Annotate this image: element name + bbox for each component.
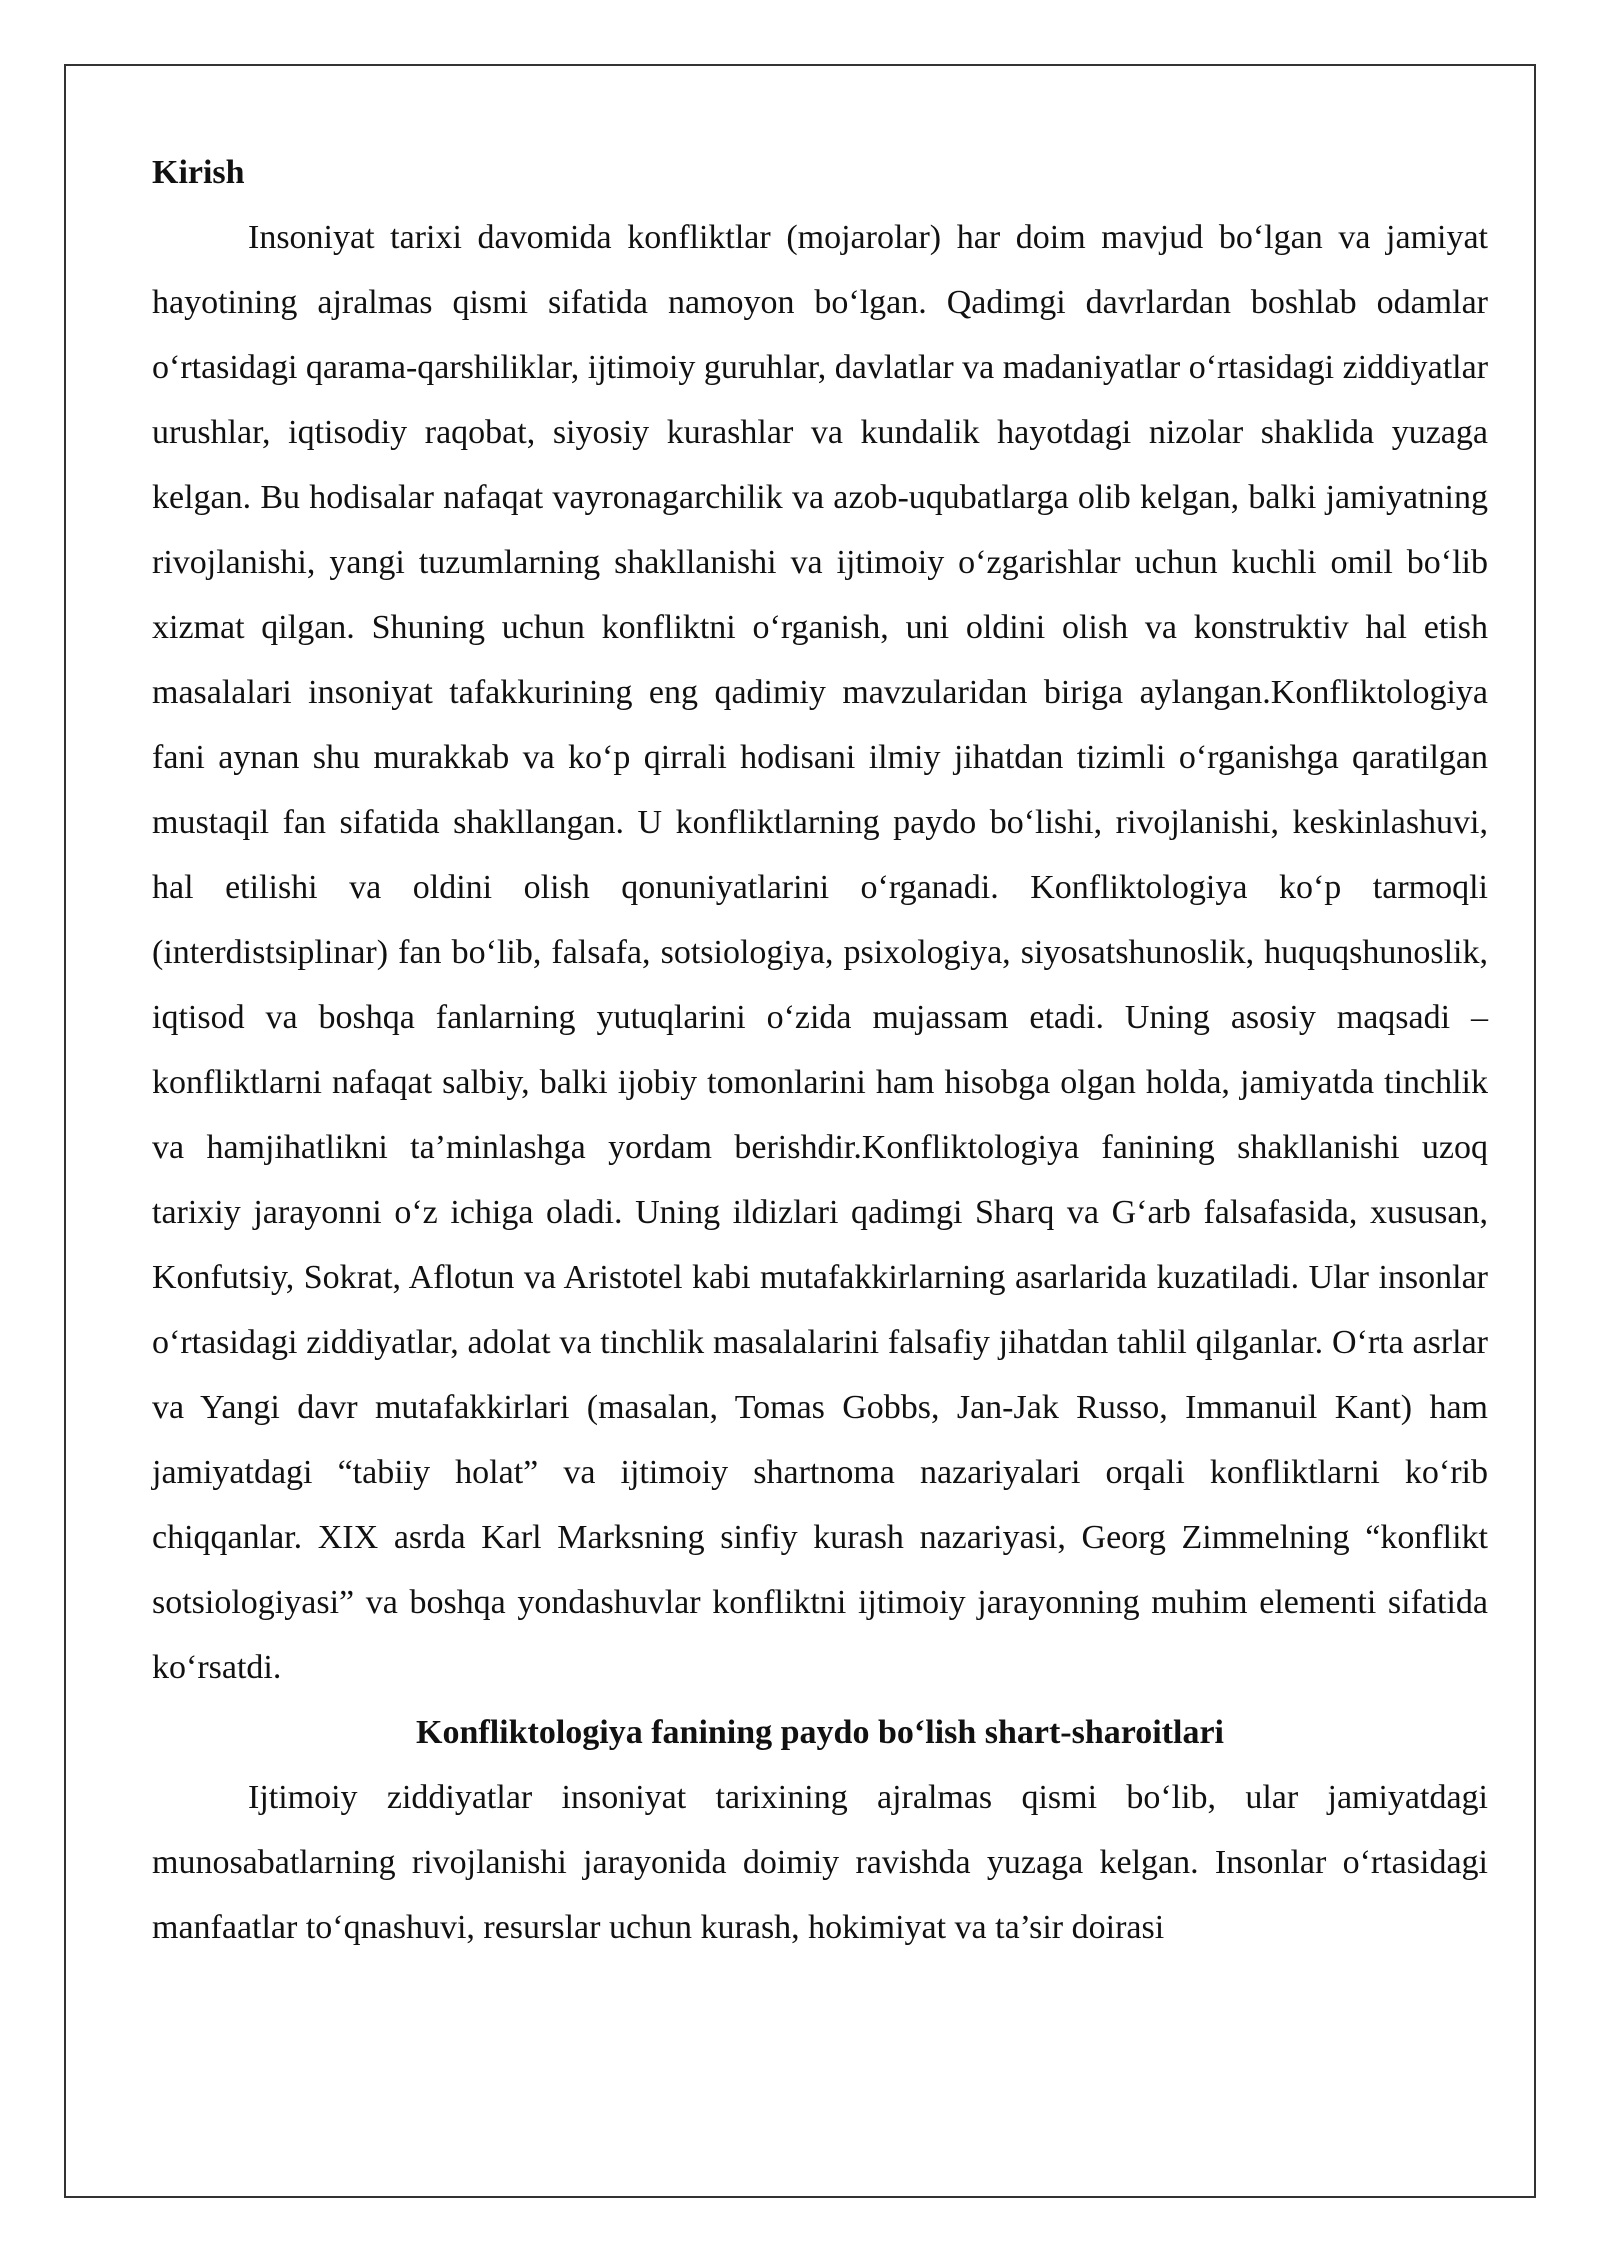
section-paragraph: Ijtimoiy ziddiyatlar insoniyat tarixining ajralmas qismi bo‘lib, ular jamiyatdagi munosabatlarning rivojlanishi jarayonida doimiy ravishda yuzaga kelgan. Insonlar o‘rtasidagi manfaatlar to‘qnashuvi, resurslar uchun kurash, hokimiyat va ta’sir doirasi [152, 1779, 1488, 1946]
section-title: Konfliktologiya fanining paydo bo‘lish shart-sharoitlari [416, 1714, 1224, 1751]
document-body [152, 140, 1488, 1960]
heading-kirish: Kirish [152, 154, 245, 191]
intro-paragraph: Insoniyat tarixi davomida konfliktlar (mojarolar) har doim mavjud bo‘lgan va jamiyat hayotining ajralmas qismi sifatida namoyon bo‘lgan. Qadimgi davrlardan boshlab odamlar o‘rtasidagi qarama-qarshiliklar, ijtimoiy guruhlar, davlatlar va madaniyatlar o‘rtasidagi ziddiyatlar urushlar, iqtisodiy raqobat, siyosiy kurashlar va kundalik hayotdagi nizolar shaklida yuzaga kelgan. Bu hodisalar nafaqat vayronagarchilik va azob-uqubatlarga olib kelgan, balki jamiyatning rivojlanishi, yangi tuzumlarning shakllanishi va ijtimoiy o‘zgarishlar uchun kuchli omil bo‘lib xizmat qilgan. Shuning uchun konfliktni o‘rganish, uni oldini olish va konstruktiv hal etish masalalari insoniyat tafakkurining eng qadimiy mavzularidan biriga aylangan.Konfliktologiya fani aynan shu murakkab va ko‘p qirrali hodisani ilmiy jihatdan tizimli o‘rganishga qaratilgan mustaqil fan sifatida shakllangan. U konfliktlarning paydo bo‘lishi, rivojlanishi, keskinlashuvi, hal etilishi va oldini olish qonuniyatlarini o‘rganadi. Konfliktologiya ko‘p tarmoqli (interdistsiplinar) fan bo‘lib, falsafa, sotsiologiya, psixologiya, siyosatshunoslik, huquqshunoslik, iqtisod va boshqa fanlarning yutuqlarini o‘zida mujassam etadi. Uning asosiy maqsadi – konfliktlarni nafaqat salbiy, balki ijobiy tomonlarini ham hisobga olgan holda, jamiyatda tinchlik va hamjihatlikni ta’minlashga yordam berishdir.Konfliktologiya fanining shakllanishi uzoq tarixiy jarayonni o‘z ichiga oladi. Uning ildizlari qadimgi Sharq va G‘arb falsafasida, xususan, Konfutsiy, Sokrat, Aflotun va Aristotel kabi mutafakkirlarning asarlarida kuzatiladi. Ular insonlar o‘rtasidagi ziddiyatlar, adolat va tinchlik masalalarini falsafiy jihatdan tahlil qilganlar. O‘rta asrlar va Yangi davr mutafakkirlari (masalan, Tomas Gobbs, Jan-Jak Russo, Immanuil Kant) ham jamiyatdagi “tabiiy holat” va ijtimoiy shartnoma nazariyalari orqali konfliktlarni ko‘rib chiqqanlar. XIX asrda Karl Marksning sinfiy kurash nazariyasi, Georg Zimmelning “konflikt sotsiologiyasi” va boshqa yondashuvlar konfliktni ijtimoiy jarayonning muhim elementi sifatida ko‘rsatdi. [152, 219, 1489, 1686]
